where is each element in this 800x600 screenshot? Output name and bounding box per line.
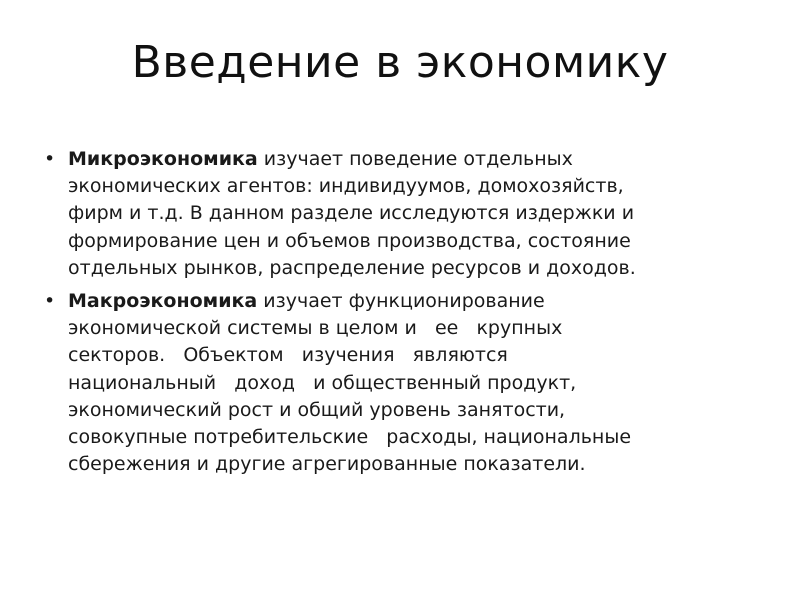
bullet-line: совокупные потребительские расходы, национальные bbox=[68, 426, 632, 449]
bullet-line-text: изучает поведение отдельных bbox=[257, 148, 573, 170]
bullet-line: экономических агентов: индивидуумов, домохозяйств, bbox=[68, 175, 624, 198]
bullet-macroeconomics bbox=[44, 288, 764, 478]
term-macroeconomics: Макроэкономика bbox=[68, 290, 258, 313]
bullet-list bbox=[44, 146, 764, 484]
term-microeconomics: Микроэкономика bbox=[68, 148, 258, 170]
bullet-line: отдельных рынков, распределение ресурсов и доходов. bbox=[68, 256, 636, 279]
bullet-line: сбережения и другие агрегированные показатели. bbox=[68, 453, 586, 476]
bullet-line bbox=[68, 146, 764, 173]
bullet-line: экономической системы в целом и ее крупных bbox=[68, 317, 563, 340]
bullet-line: экономический рост и общий уровень занятости, bbox=[68, 398, 566, 421]
bullet-line: секторов. Объектом изучения являются bbox=[68, 344, 508, 367]
bullet-microeconomics bbox=[44, 146, 764, 282]
bullet-line bbox=[68, 288, 764, 315]
slide-title: Введение в экономику bbox=[131, 37, 669, 88]
bullet-line: фирм и т.д. В данном разделе исследуются издержки и bbox=[68, 202, 635, 225]
bullet-line: формирование цен и объемов производства, состояние bbox=[68, 229, 631, 252]
bullet-line-text: изучает функционирование bbox=[257, 290, 545, 313]
bullet-marker: • bbox=[44, 290, 56, 313]
bullet-marker: • bbox=[44, 148, 56, 170]
bullet-line: национальный доход и общественный продукт, bbox=[68, 371, 577, 394]
